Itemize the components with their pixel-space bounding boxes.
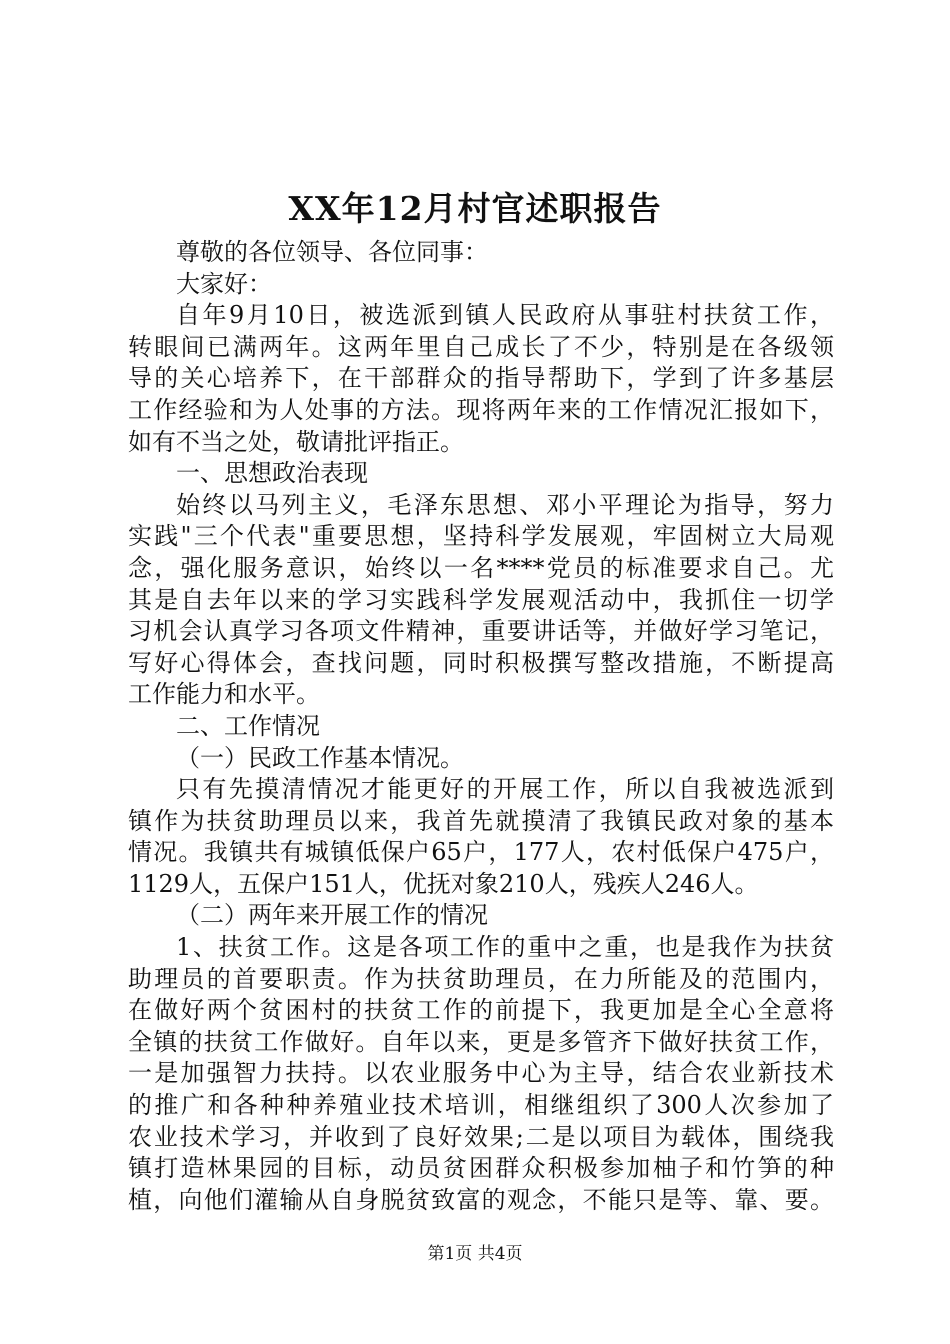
text-line: 大家好：: [176, 269, 272, 298]
text-line: 助理员的首要职责。作为扶贫助理员，在力所能及的范围内，: [128, 964, 834, 993]
text-line: 镇打造林果园的目标，动员贫困群众积极参加柚子和竹笋的种: [128, 1154, 834, 1183]
text-line: 其是自去年以来的学习实践科学发展观活动中，我抓住一切学: [128, 585, 834, 614]
text-line: （一）民政工作基本情况。: [176, 743, 464, 772]
text-line: 习机会认真学习各项文件精神，重要讲话等，并做好学习笔记，: [128, 617, 834, 646]
text-line: 工作经验和为人处事的方法。现将两年来的工作情况汇报如下，: [128, 395, 834, 424]
text-line: 一、思想政治表现: [176, 459, 368, 488]
document-title: XX年12月村官述职报告: [288, 189, 662, 228]
text-line: 1129人，五保户151人，优抚对象210人，残疾人246人。: [128, 869, 759, 898]
text-line: 始终以马列主义，毛泽东思想、邓小平理论为指导，努力: [176, 490, 834, 519]
text-line: 写好心得体会，查找问题，同时积极撰写整改措施，不断提高: [128, 648, 834, 677]
text-line: 转眼间已满两年。这两年里自己成长了不少，特别是在各级领: [128, 332, 834, 361]
text-line: 自年9月10日，被选派到镇人民政府从事驻村扶贫工作，: [176, 301, 834, 330]
text-line: 如有不当之处，敬请批评指正。: [128, 427, 464, 456]
text-line: 的推广和各种种养殖业技术培训，相继组织了300人次参加了: [128, 1091, 834, 1120]
document-body: [128, 237, 834, 1216]
text-line: 一是加强智力扶持。以农业服务中心为主导，结合农业新技术: [128, 1059, 834, 1088]
text-line: 在做好两个贫困村的扶贫工作的前提下，我更加是全心全意将: [128, 996, 834, 1025]
text-line: 全镇的扶贫工作做好。自年以来，更是多管齐下做好扶贫工作，: [128, 1027, 834, 1056]
text-line: 镇作为扶贫助理员以来，我首先就摸清了我镇民政对象的基本: [128, 806, 834, 835]
text-line: 二、工作情况: [176, 711, 320, 740]
page-number: 第1页 共4页: [427, 1244, 523, 1264]
text-line: （二）两年来开展工作的情况: [176, 901, 488, 930]
text-line: 植，向他们灌输从自身脱贫致富的观念，不能只是等、靠、要。: [128, 1185, 834, 1214]
text-line: 工作能力和水平。: [128, 680, 320, 709]
text-line: 情况。我镇共有城镇低保户65户，177人，农村低保户475户，: [128, 838, 834, 867]
text-line: 念，强化服务意识，始终以一名****党员的标准要求自己。尤: [128, 553, 834, 582]
text-line: 1、扶贫工作。这是各项工作的重中之重，也是我作为扶贫: [176, 933, 834, 962]
text-line: 尊敬的各位领导、各位同事：: [176, 238, 488, 266]
text-line: 农业技术学习，并收到了良好效果;二是以项目为载体，围绕我: [128, 1122, 834, 1151]
text-line: 实践"三个代表"重要思想，坚持科学发展观，牢固树立大局观: [128, 522, 834, 551]
text-line: 只有先摸清情况才能更好的开展工作，所以自我被选派到: [176, 775, 834, 804]
text-line: 导的关心培养下，在干部群众的指导帮助下，学到了许多基层: [128, 364, 834, 393]
